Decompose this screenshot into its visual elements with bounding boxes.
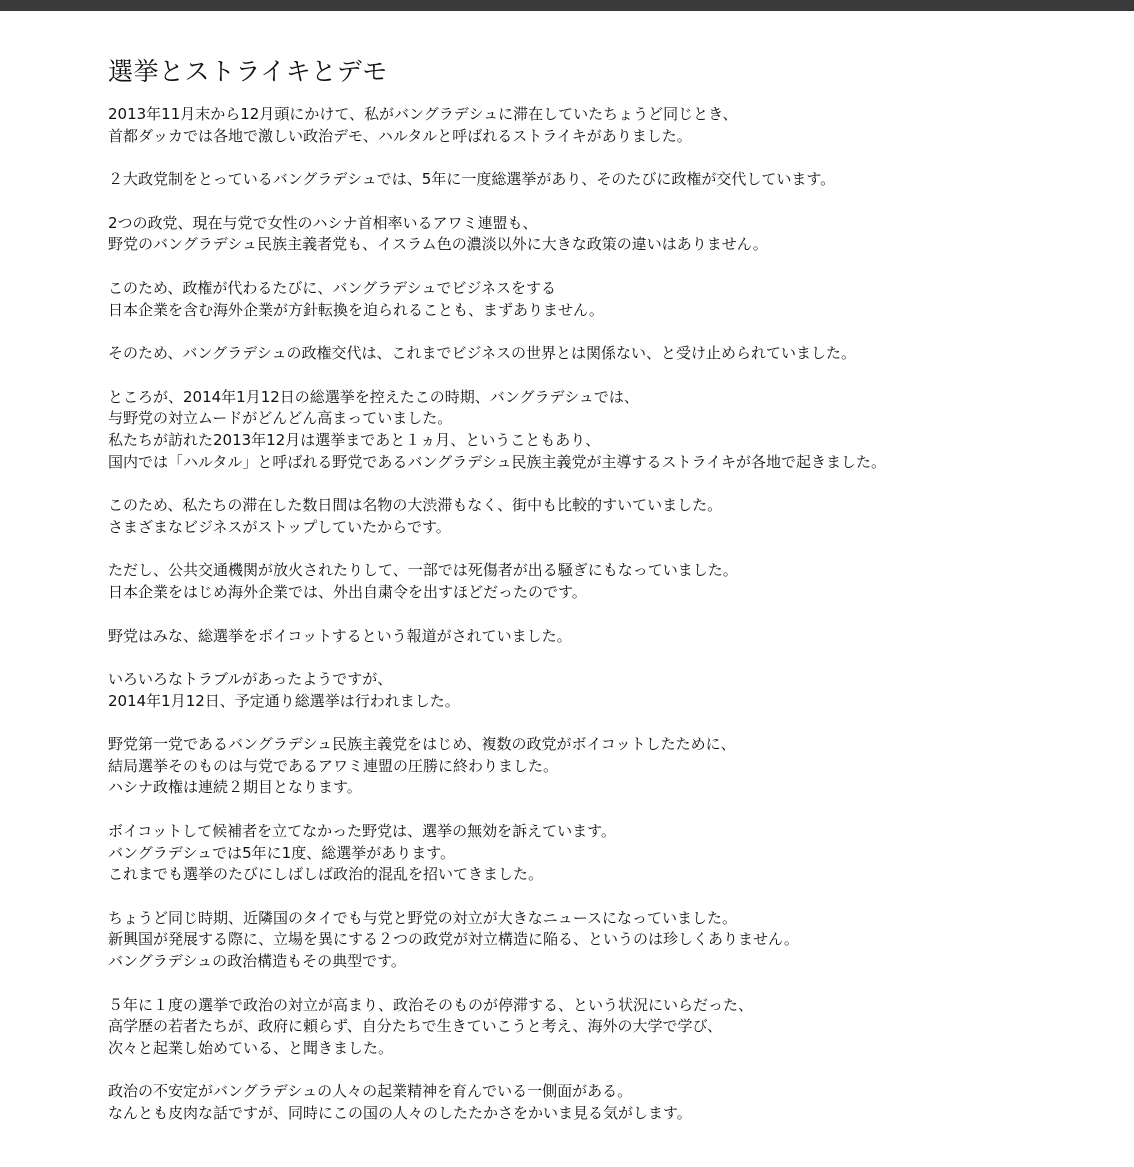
- article-title: 選挙とストライキとデモ: [108, 57, 388, 86]
- article-body: [108, 104, 1108, 1125]
- paragraph-line: バングラデシュでは5年に1度、総選挙があります。: [108, 843, 455, 862]
- paragraph: [108, 734, 1108, 799]
- paragraph-line: 野党はみな、総選挙をボイコットするという報道がされていました。: [108, 626, 572, 645]
- paragraph-line: そのため、バングラデシュの政権交代は、これまでビジネスの世界とは関係ない、と受け止められていました。: [108, 344, 857, 363]
- paragraph-line: ところが、2014年1月12日の総選挙を控えたこの時期、バングラデシュでは、: [108, 387, 639, 406]
- paragraph-line: ボイコットして候補者を立てなかった野党は、選挙の無効を訴えています。: [108, 822, 616, 841]
- paragraph-line: 私たちが訪れた2013年12月は選挙まであと１ヵ月、ということもあり、: [108, 430, 601, 449]
- paragraph: [108, 104, 1108, 147]
- paragraph-line: ハシナ政権は連続２期目となります。: [108, 778, 362, 797]
- top-bar: [0, 0, 1134, 11]
- paragraph-line: 野党第一党であるバングラデシュ民族主義党をはじめ、複数の政党がボイコットしたために、: [108, 735, 736, 754]
- paragraph: [108, 560, 1108, 603]
- paragraph: [108, 1081, 1108, 1124]
- paragraph-line: 2つの政党、現在与党で女性のハシナ首相率いるアワミ連盟も、: [108, 213, 538, 232]
- paragraph-line: 新興国が発展する際に、立場を異にする２つの政党が対立構造に陥る、というのは珍しくありません。: [108, 930, 799, 949]
- paragraph-line: 日本企業を含む海外企業が方針転換を迫られることも、まずありません。: [108, 300, 604, 319]
- paragraph-line: このため、政権が代わるたびに、バングラデシュでビジネスをする: [108, 278, 557, 297]
- paragraph-line: 首都ダッカでは各地で激しい政治デモ、ハルタルと呼ばれるストライキがありました。: [108, 126, 692, 145]
- paragraph: [108, 278, 1108, 321]
- paragraph-line: ２大政党制をとっているバングラデシュでは、5年に一度総選挙があり、そのたびに政権が交代しています。: [108, 170, 836, 189]
- paragraph: [108, 626, 1108, 648]
- paragraph-line: さまざまなビジネスがストップしていたからです。: [108, 517, 451, 536]
- paragraph-line: 政治の不安定がバングラデシュの人々の起業精神を育んでいる一側面がある。: [108, 1082, 633, 1101]
- paragraph: [108, 495, 1108, 538]
- paragraph-line: 与野党の対立ムードがどんどん高まっていました。: [108, 409, 453, 428]
- paragraph-line: これまでも選挙のたびにしばしば政治的混乱を招いてきました。: [108, 865, 544, 884]
- paragraph: [108, 821, 1108, 886]
- paragraph-line: 結局選挙そのものは与党であるアワミ連盟の圧勝に終わりました。: [108, 756, 559, 775]
- paragraph-line: 2014年1月12日、予定通り総選挙は行われました。: [108, 691, 460, 710]
- paragraph-line: 国内では「ハルタル」と呼ばれる野党であるバングラデシュ民族主義党が主導するストライキが各地で起きました。: [108, 452, 887, 471]
- paragraph-line: 次々と起業し始めている、と聞きました。: [108, 1038, 394, 1057]
- paragraph-line: ただし、公共交通機関が放火されたりして、一部では死傷者が出る騒ぎにもなっていました。: [108, 561, 738, 580]
- paragraph: [108, 343, 1108, 365]
- paragraph-line: 2013年11月末から12月頭にかけて、私がバングラデシュに滞在していたちょうど同じとき、: [108, 105, 738, 123]
- paragraph-line: 日本企業をはじめ海外企業では、外出自粛令を出すほどだったのです。: [108, 582, 587, 601]
- paragraph-line: バングラデシュの政治構造もその典型です。: [108, 952, 406, 971]
- paragraph: [108, 213, 1108, 256]
- paragraph: [108, 169, 1108, 191]
- paragraph-line: ５年に１度の選挙で政治の対立が高まり、政治そのものが停滞する、という状況にいらだった、: [108, 995, 754, 1014]
- paragraph-line: なんとも皮肉な話ですが、同時にこの国の人々のしたたかさをかいま見る気がします。: [108, 1104, 692, 1122]
- paragraph: [108, 387, 1108, 473]
- paragraph-line: 野党のバングラデシュ民族主義者党も、イスラム色の濃淡以外に大きな政策の違いはありません。: [108, 235, 768, 254]
- paragraph: [108, 995, 1108, 1060]
- paragraph-line: 高学歴の若者たちが、政府に頼らず、自分たちで生きていこうと考え、海外の大学で学び、: [108, 1017, 722, 1036]
- paragraph: [108, 908, 1108, 973]
- paragraph-line: いろいろなトラブルがあったようですが、: [108, 670, 393, 689]
- article: [108, 54, 1108, 1147]
- paragraph: [108, 669, 1108, 712]
- paragraph-line: ちょうど同じ時期、近隣国のタイでも与党と野党の対立が大きなニュースになっていました。: [108, 908, 737, 927]
- paragraph-line: このため、私たちの滞在した数日間は名物の大渋滞もなく、街中も比較的すいていました。: [108, 496, 723, 515]
